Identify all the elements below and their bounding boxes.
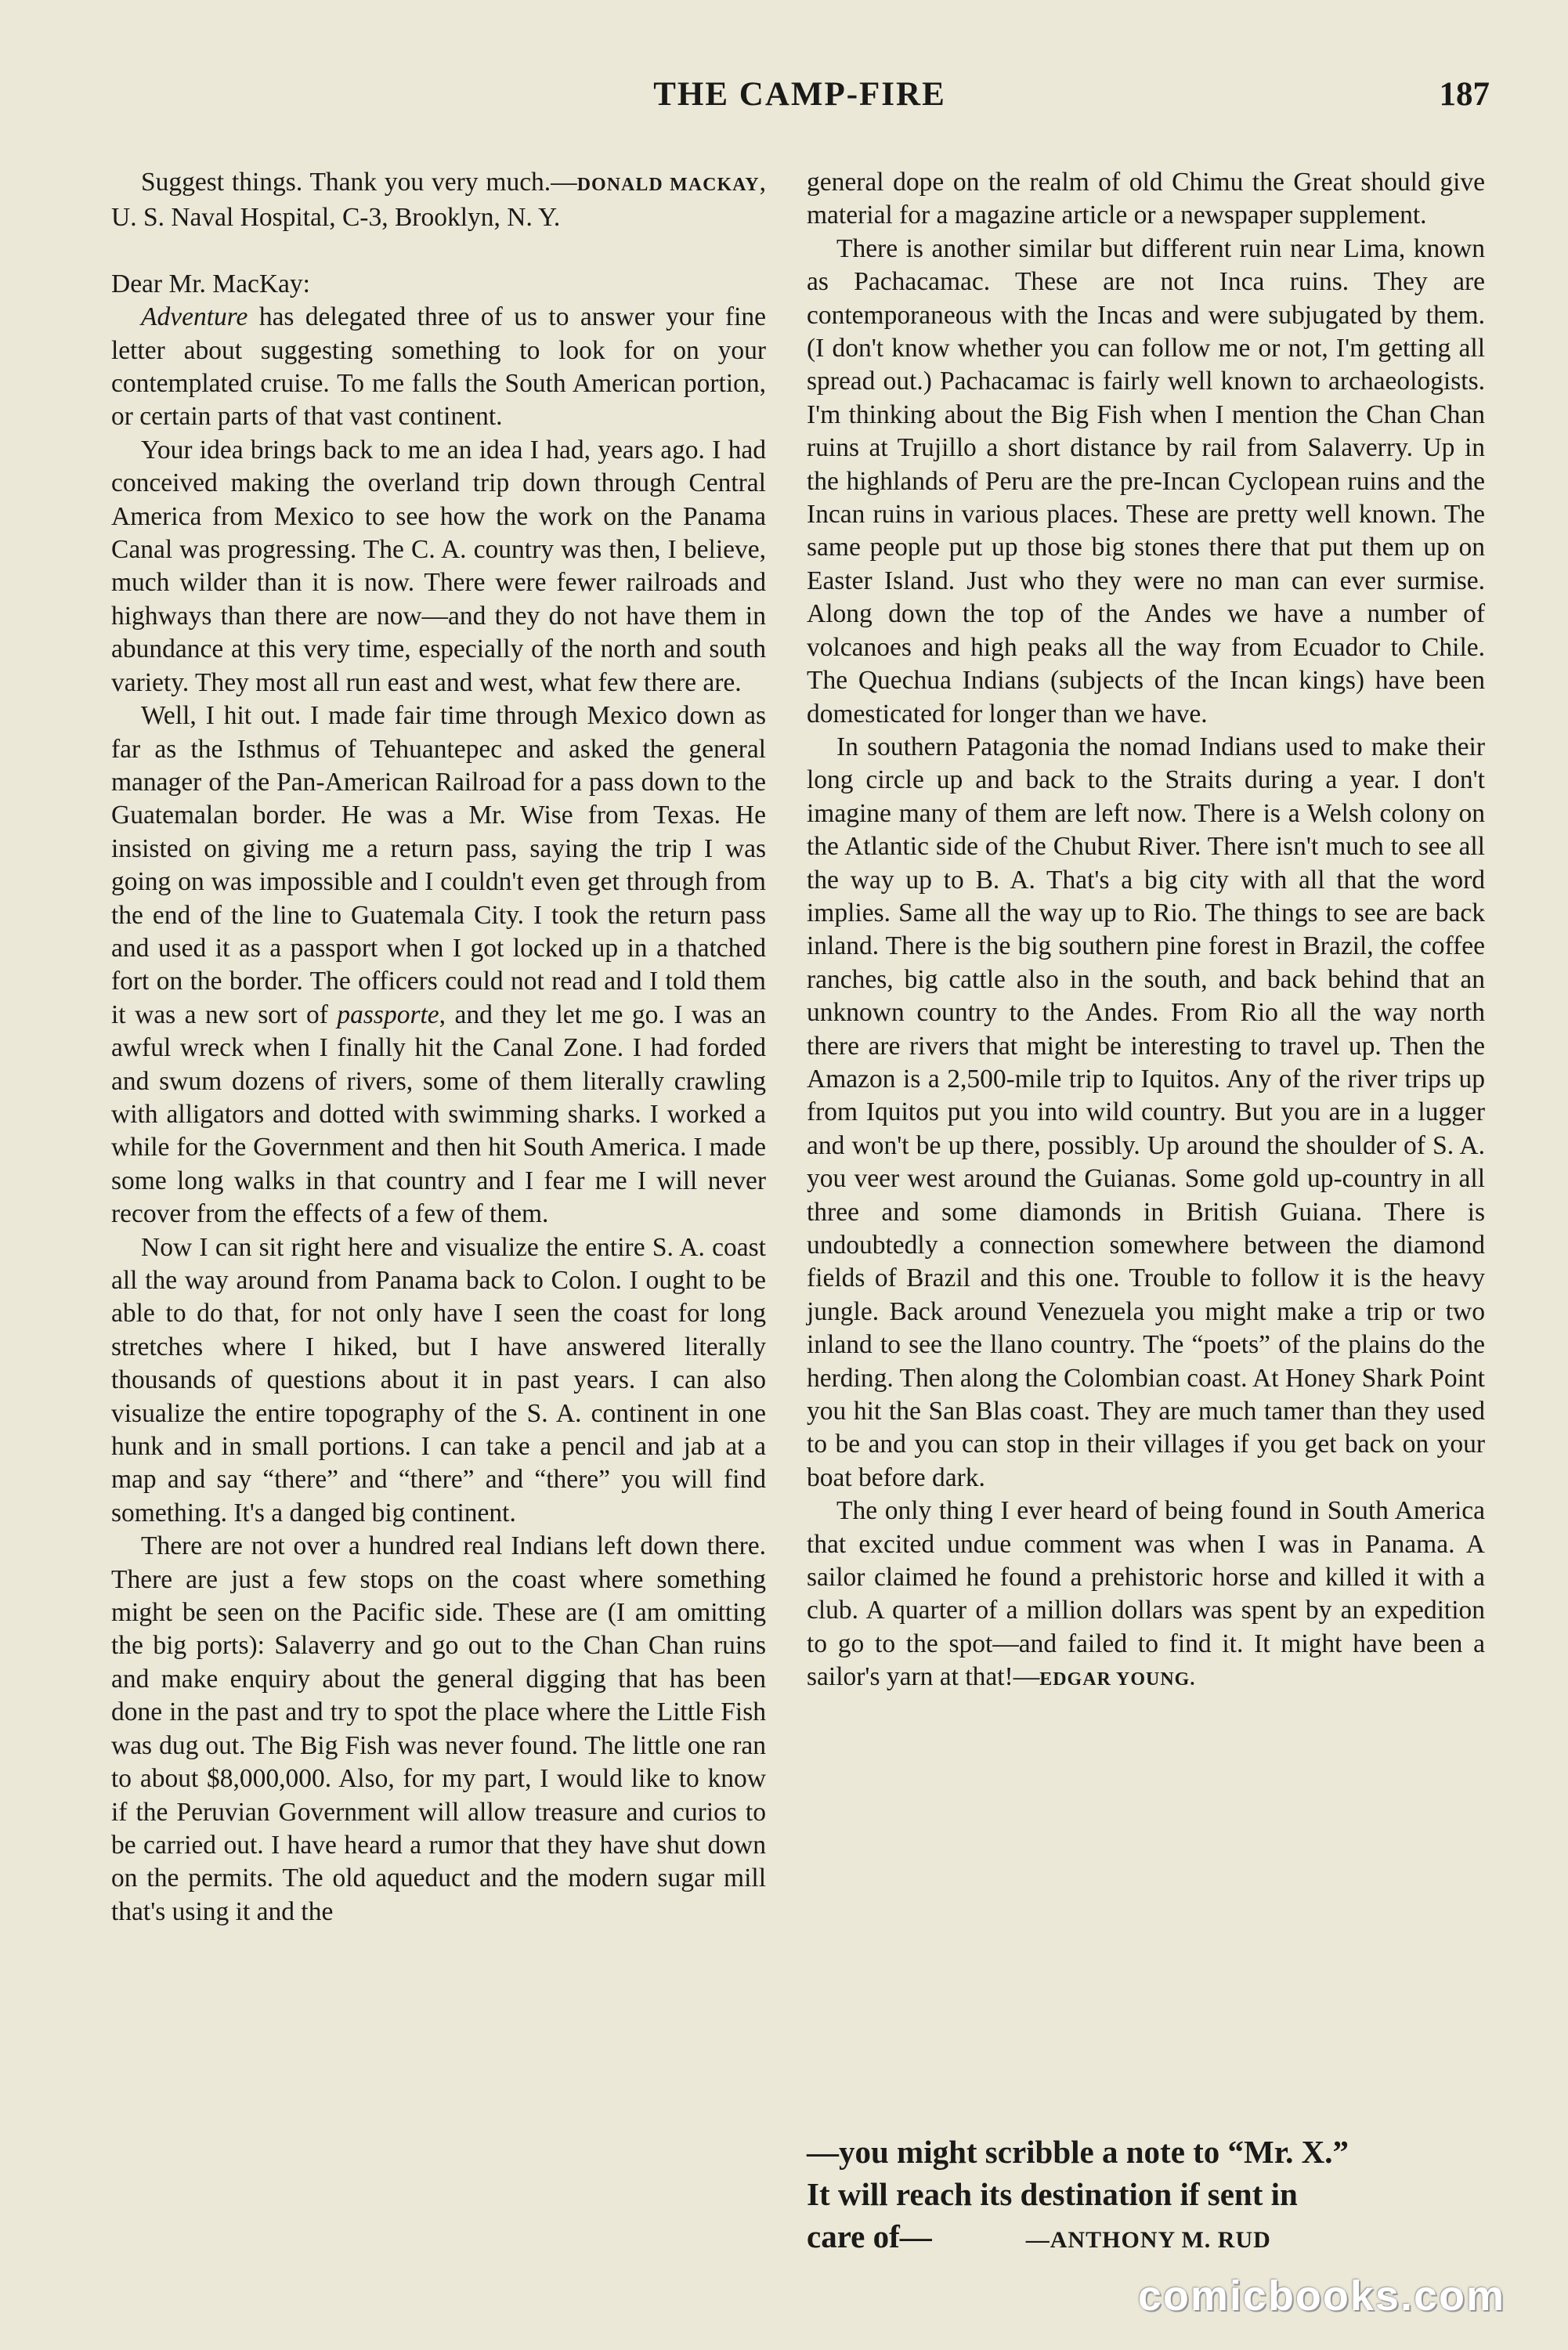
paragraph: There are not over a hundred real Indians left down there. There are just a few stops on the coast where something might be seen on the Pacific side. These are (I am omitting the big ports): Salaverry and go out to the Chan Chan ruins and make enquiry about the general digging that has been done in the past and try to spot the place where the Little Fish was dug out. The Big Fish was never found. The little one ran to about $8,000,000. Also, for my part, I would like to know if the Peruvian Government will allow treasure and curios to be carried out. I have heard a rumor that they have shut down on the permits. The old aqueduct and the modern sugar mill that's using it and the [111, 1531, 766, 1926]
page-number: 187 [1439, 76, 1490, 113]
salutation: Dear Mr. MacKay: [111, 269, 310, 298]
paragraph: The only thing I ever heard of being found in South America that excited undue comment was when I was in Panama. A sailor claimed he found a prehistoric horse and killed it with a club. A quarter of a million dollars was spent by an expedition to go to the spot—and failed to find it. It might have been a sailor's yarn at that!—EDGAR YOUNG. [807, 1496, 1485, 1692]
right-column [807, 166, 1485, 1697]
letter-opening: Suggest things. Thank you very much.—DONALD MACKAY, U. S. Naval Hospital, C-3, Brooklyn, N. Y. [111, 168, 766, 233]
signature-edgar-young: EDGAR YOUNG. [1039, 1669, 1196, 1690]
closing-line: —you might scribble a note to “Mr. X.” [807, 2134, 1349, 2170]
site-watermark: comicbooks.com [1137, 2272, 1505, 2319]
paragraph: In southern Patagonia the nomad Indians used to make their long circle up and back to the Straits during a year. I don't imagine many of them are left now. There is a Welsh colony on the Atlantic side of the Chubut River. There isn't much to see all the way up to B. A. That's a big city with all that the word implies. Same all the way up to Rio. The things to see are back inland. There is the big southern pine forest in Brazil, the coffee ranches, big cattle also in the south, and back behind that an unknown country to the Andes. From Rio all the way north there are rivers that might be interesting to travel up. Then the Amazon is a 2,500-mile trip to Iquitos. Any of the river trips up from Iquitos put you into wild country. But you are in a lugger and won't be up there, possibly. Up around the shoulder of S. A. you veer west around the Guianas. Some gold up-country in all three and some diamonds in British Guiana. There is undoubtedly a connection somewhere between the diamond fields of Brazil and this one. Trouble to follow it is the heavy jungle. Back around Venezuela you might make a trip or two inland to see the llano country. The “poets” of the plains do the herding. Then along the Colombian coast. At Honey Shark Point you hit the San Blas coast. They are much tamer than they used to be and you can stop in their villages if you get back on your boat before dark. [807, 732, 1485, 1492]
closing-line: It will reach its destination if sent in [807, 2176, 1298, 2212]
running-title: THE CAMP-FIRE [653, 76, 946, 113]
paragraph: There is another similar but different ruin near Lima, known as Pachacamac. These are not Inca ruins. They are contemporaneous with the Incas and were subjugated by them. (I don't know whether you can follow me or not, I'm getting all spread out.) Pachacamac is fairly well known to archaeologists. I'm thinking about the Big Fish when I mention the Chan Chan ruins at Trujillo a short distance by rail from Salaverry. Up in the highlands of Peru are the pre-Incan Cyclopean ruins and the Incan ruins in various places. These are pretty well known. The same people put up those big stones there that put them up on Easter Island. Just who they were no man can ever surmise. Along down the top of the Andes we have a number of volcanoes and high peaks all the way from Ecuador to Chile. The Quechua Indians (subjects of the Incan kings) have been domesticated for longer than we have. [807, 233, 1485, 728]
paragraph: Your idea brings back to me an idea I had, years ago. I had conceived making the overland trip down through Central America from Mexico to see how the work on the Panama Canal was progressing. The C. A. country was then, I believe, much wilder than it is now. There were fewer railroads and highways than there are now—and they do not have them in abundance at this very time, especially of the north and south variety. They most all run east and west, what few there are. [111, 435, 766, 697]
magazine-name: Adventure [141, 302, 248, 332]
paragraph: Now I can sit right here and visualize the entire S. A. coast all the way around from Panama back to Colon. I ought to be able to do that, for not only have I seen the coast for long stretches where I hiked, but I have answered literally thousands of questions about it in past years. I can also visualize the entire topography of the S. A. continent in one hunk and in small portions. I can take a pencil and jab at a map and say “there” and “there” and “there” you will find something. It's a danged big continent. [111, 1232, 766, 1528]
paragraph: Well, I hit out. I made fair time through Mexico down as far as the Isthmus of Tehuantepec and asked the general manager of the Pan-American Railroad for a pass down to the Guatemalan border. He was a Mr. Wise from Texas. He insisted on giving me a return pass, saying the trip I was going on was impossible and I couldn't even get through from the end of the line to Guatemala City. I took the return pass and used it as a passport when I got locked up in a thatched fort on the border. The officers could not read and I told them it was a new sort of passporte, and they let me go. I was an awful wreck when I finally hit the Canal Zone. I had forded and swum dozens of rivers, some of them literally crawling with alligators and dotted with swimming sharks. I worked a while for the Government and then hit South America. I made some long walks in that country and I fear me I will never recover from the effects of a few of them. [111, 701, 766, 1229]
closing-line: care of— —ANTHONY M. RUD [807, 2218, 1271, 2254]
left-column [111, 166, 766, 1929]
signature-donald-mackay: DONALD MACKAY [576, 175, 760, 195]
closing-note [807, 2131, 1485, 2261]
signature-anthony-rud: —ANTHONY M. RUD [1025, 2227, 1271, 2253]
paragraph: Adventure has delegated three of us to answer your fine letter about suggesting something to look for on your contemplated cruise. To me falls the South American portion, or certain parts of that vast continent. [111, 302, 766, 432]
page-header [110, 75, 1490, 122]
paragraph: general dope on the realm of old Chimu the Great should give material for a magazine article or a newspaper supplement. [807, 168, 1485, 230]
